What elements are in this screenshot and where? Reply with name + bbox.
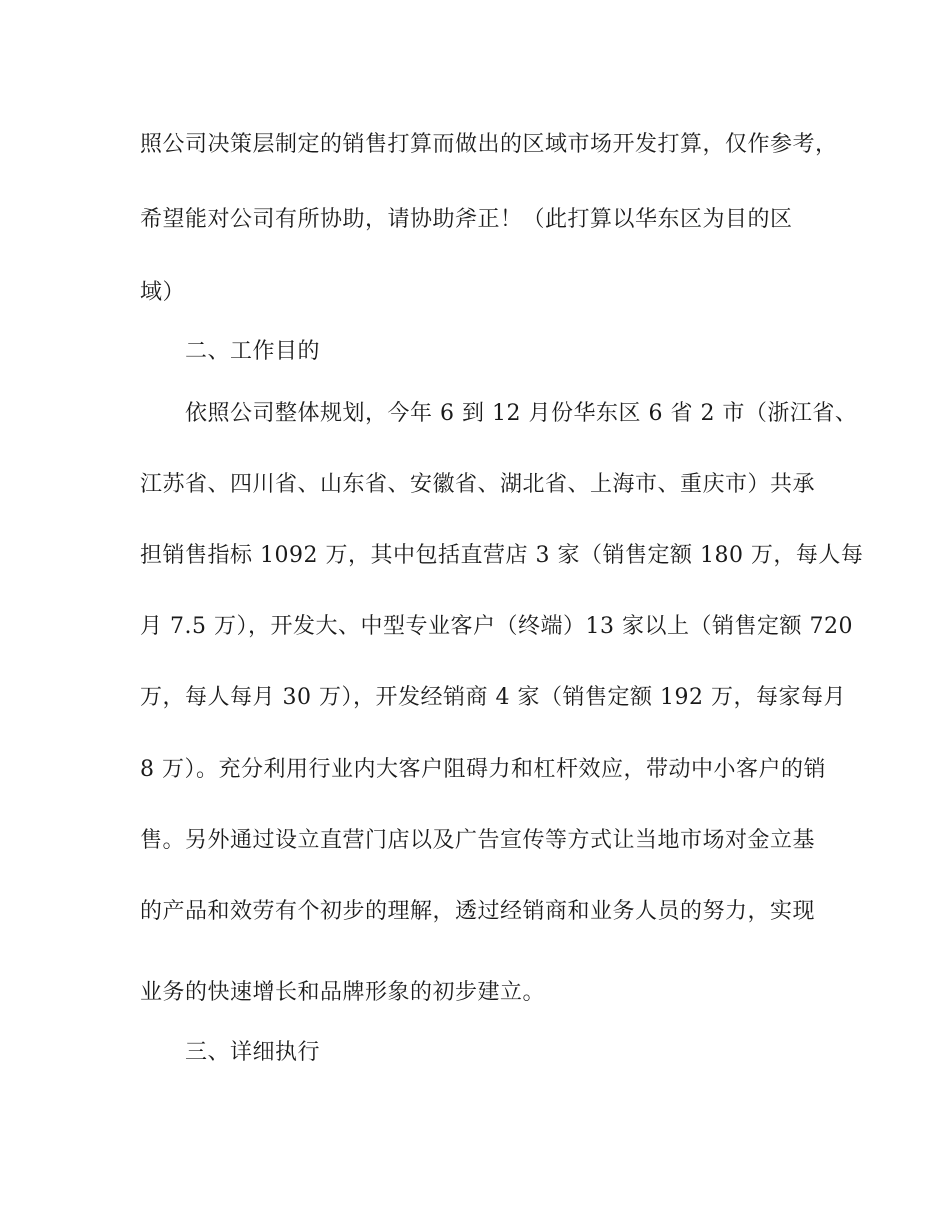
body-line-5: 万，每人每月 30 万），开发经销商 4 家（销售定额 192 万，每家每月 [140,685,846,710]
body-line-1: 依照公司整体规划，今年 6 到 12 月份华东区 6 省 2 市（浙江省、 [185,401,858,426]
intro-line-2: 希望能对公司有所协助，请协助斧正！（此打算以华东区为目的区 [140,207,793,232]
intro-line-3: 域） [140,280,186,305]
body-line-3: 担销售指标 1092 万，其中包括直营店 3 家（销售定额 180 万，每人每 [140,543,864,568]
body-line-4: 月 7.5 万），开发大、中型专业客户（终端）13 家以上（销售定额 720 [140,614,853,639]
section-heading-goals: 二、工作目的 [185,339,321,364]
body-line-7: 售。另外通过设立直营门店以及广告宣传等方式让当地市场对金立基 [140,828,816,853]
body-line-6: 8 万）。充分利用行业内大客户阻碍力和杠杆效应，带动中小客户的销 [140,757,826,782]
section-heading-execution: 三、详细执行 [185,1040,321,1065]
intro-line-1: 照公司决策层制定的销售打算而做出的区域市场开发打算，仅作参考， [140,132,838,157]
body-line-2: 江苏省、四川省、山东省、安徽省、湖北省、上海市、重庆市）共承 [140,472,816,497]
body-line-8: 的产品和效劳有个初步的理解，透过经销商和业务人员的努力，实现 [140,899,816,924]
body-line-9: 业务的快速增长和品牌形象的初步建立。 [140,980,546,1005]
